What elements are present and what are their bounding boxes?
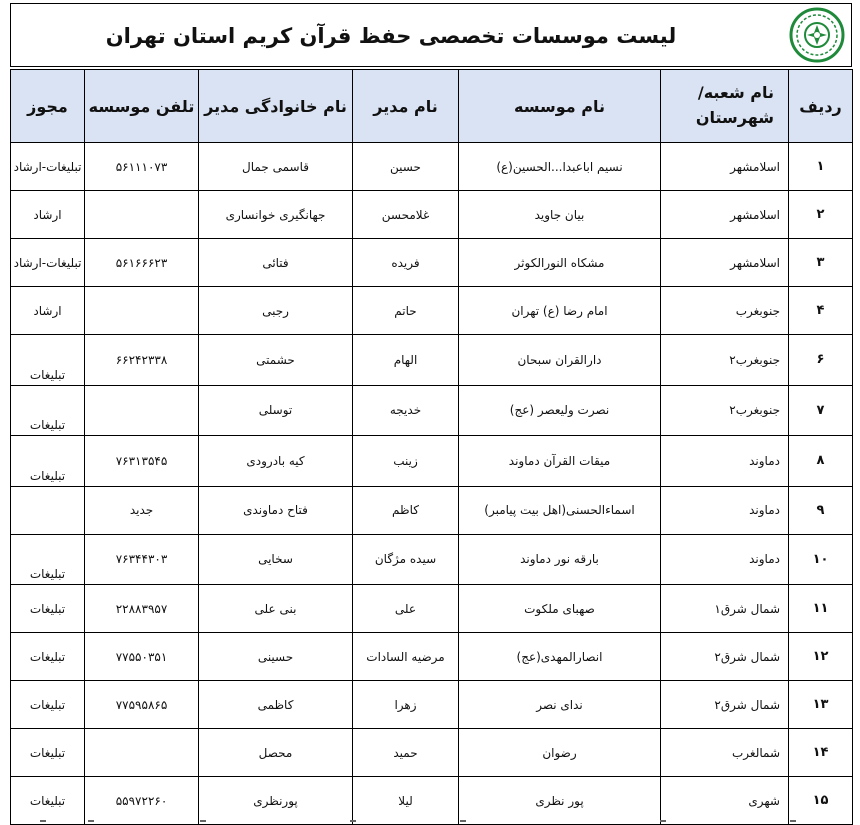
branch-cell[interactable]: دماوند (661, 534, 789, 585)
institute-name-cell[interactable]: بیان جاوید (459, 191, 661, 239)
license-cell[interactable]: ارشاد (11, 191, 85, 239)
phone-cell[interactable]: ۷۶۳۱۳۵۴۵ (85, 436, 199, 487)
manager-family-cell[interactable]: فتاح دماوندی (199, 486, 353, 534)
phone-cell[interactable]: ۶۶۲۴۲۳۳۸ (85, 335, 199, 386)
institute-name-cell[interactable]: دارالقران سبحان (459, 335, 661, 386)
phone-cell[interactable]: ۵۶۱۱۱۰۷۳ (85, 143, 199, 191)
row-index-cell[interactable]: ۲ (789, 191, 853, 239)
page-title: لیست موسسات تخصصی حفظ قرآن کریم استان تهران (105, 24, 677, 48)
branch-cell[interactable]: شمال شرق۲ (661, 633, 789, 681)
branch-cell[interactable]: شمالغرب (661, 729, 789, 777)
table-row (11, 681, 853, 729)
table-row (11, 335, 853, 386)
manager-family-cell[interactable]: توسلی (199, 385, 353, 436)
row-index-cell[interactable]: ۱۳ (789, 681, 853, 729)
manager-family-cell[interactable]: قاسمی جمال (199, 143, 353, 191)
manager-family-cell[interactable]: رجبی (199, 287, 353, 335)
row-index-cell[interactable]: ۱۵ (789, 777, 853, 825)
manager-name-cell[interactable]: خدیجه (353, 385, 459, 436)
phone-cell[interactable]: ۵۶۱۶۶۶۲۳ (85, 239, 199, 287)
column-header-manager[interactable]: نام مدیر (353, 70, 459, 143)
license-cell[interactable]: ارشاد (11, 287, 85, 335)
branch-cell[interactable]: دماوند (661, 436, 789, 487)
institute-name-cell[interactable]: انصارالمهدی(عج) (459, 633, 661, 681)
branch-cell[interactable]: اسلامشهر (661, 239, 789, 287)
license-cell[interactable]: تبلیغات (11, 729, 85, 777)
table-row (11, 191, 853, 239)
manager-name-cell[interactable]: حمید (353, 729, 459, 777)
manager-family-cell[interactable]: فتائی (199, 239, 353, 287)
column-header-index[interactable]: ردیف (789, 70, 853, 143)
column-header-phone[interactable]: تلفن موسسه (85, 70, 199, 143)
table-row (11, 436, 853, 487)
manager-family-cell[interactable]: کیه بادرودی (199, 436, 353, 487)
manager-family-cell[interactable]: محصل (199, 729, 353, 777)
license-cell[interactable] (11, 486, 85, 534)
institute-name-cell[interactable]: صهبای ملکوت (459, 585, 661, 633)
manager-name-cell[interactable]: سیده مژگان (353, 534, 459, 585)
license-cell[interactable]: تبلیغات (11, 633, 85, 681)
manager-family-cell[interactable]: حشمتی (199, 335, 353, 386)
branch-cell[interactable]: جنوبغرب۲ (661, 385, 789, 436)
row-index-cell[interactable]: ۱۴ (789, 729, 853, 777)
phone-cell[interactable]: ۲۲۸۸۳۹۵۷ (85, 585, 199, 633)
phone-cell[interactable]: ۷۷۵۹۵۸۶۵ (85, 681, 199, 729)
license-cell[interactable]: تبلیغات (11, 385, 85, 436)
manager-name-cell[interactable]: الهام (353, 335, 459, 386)
institute-name-cell[interactable]: اسماءالحسنی(اهل بیت پیامبر) (459, 486, 661, 534)
branch-cell[interactable]: جنوبغرب۲ (661, 335, 789, 386)
phone-cell[interactable]: ۵۵۹۷۲۲۶۰ (85, 777, 199, 825)
table-row (11, 729, 853, 777)
institutes-table (10, 69, 853, 825)
table-row (11, 287, 853, 335)
manager-name-cell[interactable]: غلامحسن (353, 191, 459, 239)
manager-name-cell[interactable]: کاظم (353, 486, 459, 534)
license-cell[interactable]: تبلیغات (11, 534, 85, 585)
branch-cell[interactable]: اسلامشهر (661, 143, 789, 191)
row-index-cell[interactable]: ۴ (789, 287, 853, 335)
institute-name-cell[interactable]: نصرت ولیعصر (عج) (459, 385, 661, 436)
license-cell[interactable]: تبلیغات (11, 681, 85, 729)
row-index-cell[interactable]: ۹ (789, 486, 853, 534)
branch-cell[interactable]: اسلامشهر (661, 191, 789, 239)
row-index-cell[interactable]: ۱۲ (789, 633, 853, 681)
license-cell[interactable]: تبلیغات (11, 777, 85, 825)
phone-cell[interactable] (85, 287, 199, 335)
row-index-cell[interactable]: ۱ (789, 143, 853, 191)
phone-cell[interactable] (85, 385, 199, 436)
column-header-license[interactable]: مجوز (11, 70, 85, 143)
phone-cell[interactable] (85, 729, 199, 777)
row-index-cell[interactable]: ۷ (789, 385, 853, 436)
manager-name-cell[interactable]: فریده (353, 239, 459, 287)
institution-logo-icon (789, 7, 845, 63)
institute-name-cell[interactable]: میقات القرآن دماوند (459, 436, 661, 487)
manager-name-cell[interactable]: لیلا (353, 777, 459, 825)
manager-family-cell[interactable]: پورنظری (199, 777, 353, 825)
sheet-header (10, 3, 852, 67)
manager-family-cell[interactable]: کاظمی (199, 681, 353, 729)
phone-cell[interactable]: ۷۷۵۵۰۳۵۱ (85, 633, 199, 681)
license-cell[interactable]: تبلیغات (11, 436, 85, 487)
branch-cell[interactable]: شمال شرق۲ (661, 681, 789, 729)
column-header-manager-family[interactable]: نام خانوادگی مدیر (199, 70, 353, 143)
phone-cell[interactable]: ۷۶۳۴۴۳۰۳ (85, 534, 199, 585)
branch-cell[interactable]: شهری (661, 777, 789, 825)
table-row (11, 585, 853, 633)
table-row (11, 239, 853, 287)
institute-name-cell[interactable]: ندای نصر (459, 681, 661, 729)
row-index-cell[interactable]: ۳ (789, 239, 853, 287)
table-row (11, 633, 853, 681)
row-index-cell[interactable]: ۶ (789, 335, 853, 386)
table-row (11, 143, 853, 191)
manager-name-cell[interactable]: مرضیه السادات (353, 633, 459, 681)
manager-family-cell[interactable]: سخایی (199, 534, 353, 585)
license-cell[interactable]: تبلیغات (11, 335, 85, 386)
table-header-row (11, 70, 853, 143)
manager-name-cell[interactable]: حسین (353, 143, 459, 191)
table-row (11, 534, 853, 585)
row-index-cell[interactable]: ۱۱ (789, 585, 853, 633)
manager-name-cell[interactable]: حاتم (353, 287, 459, 335)
branch-cell[interactable]: دماوند (661, 486, 789, 534)
table-row (11, 486, 853, 534)
manager-family-cell[interactable]: جهانگیری خوانساری (199, 191, 353, 239)
manager-name-cell[interactable]: زهرا (353, 681, 459, 729)
institute-name-cell[interactable]: رضوان (459, 729, 661, 777)
table-row (11, 385, 853, 436)
license-cell[interactable]: تبلیغات-ارشاد (11, 239, 85, 287)
row-index-cell[interactable]: ۱۰ (789, 534, 853, 585)
manager-family-cell[interactable]: بنی علی (199, 585, 353, 633)
branch-cell[interactable]: جنوبغرب (661, 287, 789, 335)
license-cell[interactable]: تبلیغات-ارشاد (11, 143, 85, 191)
column-header-branch[interactable]: نام شعبه/ شهرستان (661, 70, 789, 143)
phone-cell[interactable]: جدید (85, 486, 199, 534)
next-row-edge (0, 818, 860, 825)
institute-name-cell[interactable]: امام رضا (ع) تهران (459, 287, 661, 335)
institute-name-cell[interactable]: پور نظری (459, 777, 661, 825)
institute-name-cell[interactable]: نسیم اباعبدا...الحسین(ع) (459, 143, 661, 191)
row-index-cell[interactable]: ۸ (789, 436, 853, 487)
manager-name-cell[interactable]: زینب (353, 436, 459, 487)
license-cell[interactable]: تبلیغات (11, 585, 85, 633)
manager-family-cell[interactable]: حسینی (199, 633, 353, 681)
manager-name-cell[interactable]: علی (353, 585, 459, 633)
phone-cell[interactable] (85, 191, 199, 239)
branch-cell[interactable]: شمال شرق۱ (661, 585, 789, 633)
institute-name-cell[interactable]: مشکاه النورالکوثر (459, 239, 661, 287)
column-header-institute[interactable]: نام موسسه (459, 70, 661, 143)
institute-name-cell[interactable]: بارقه نور دماوند (459, 534, 661, 585)
